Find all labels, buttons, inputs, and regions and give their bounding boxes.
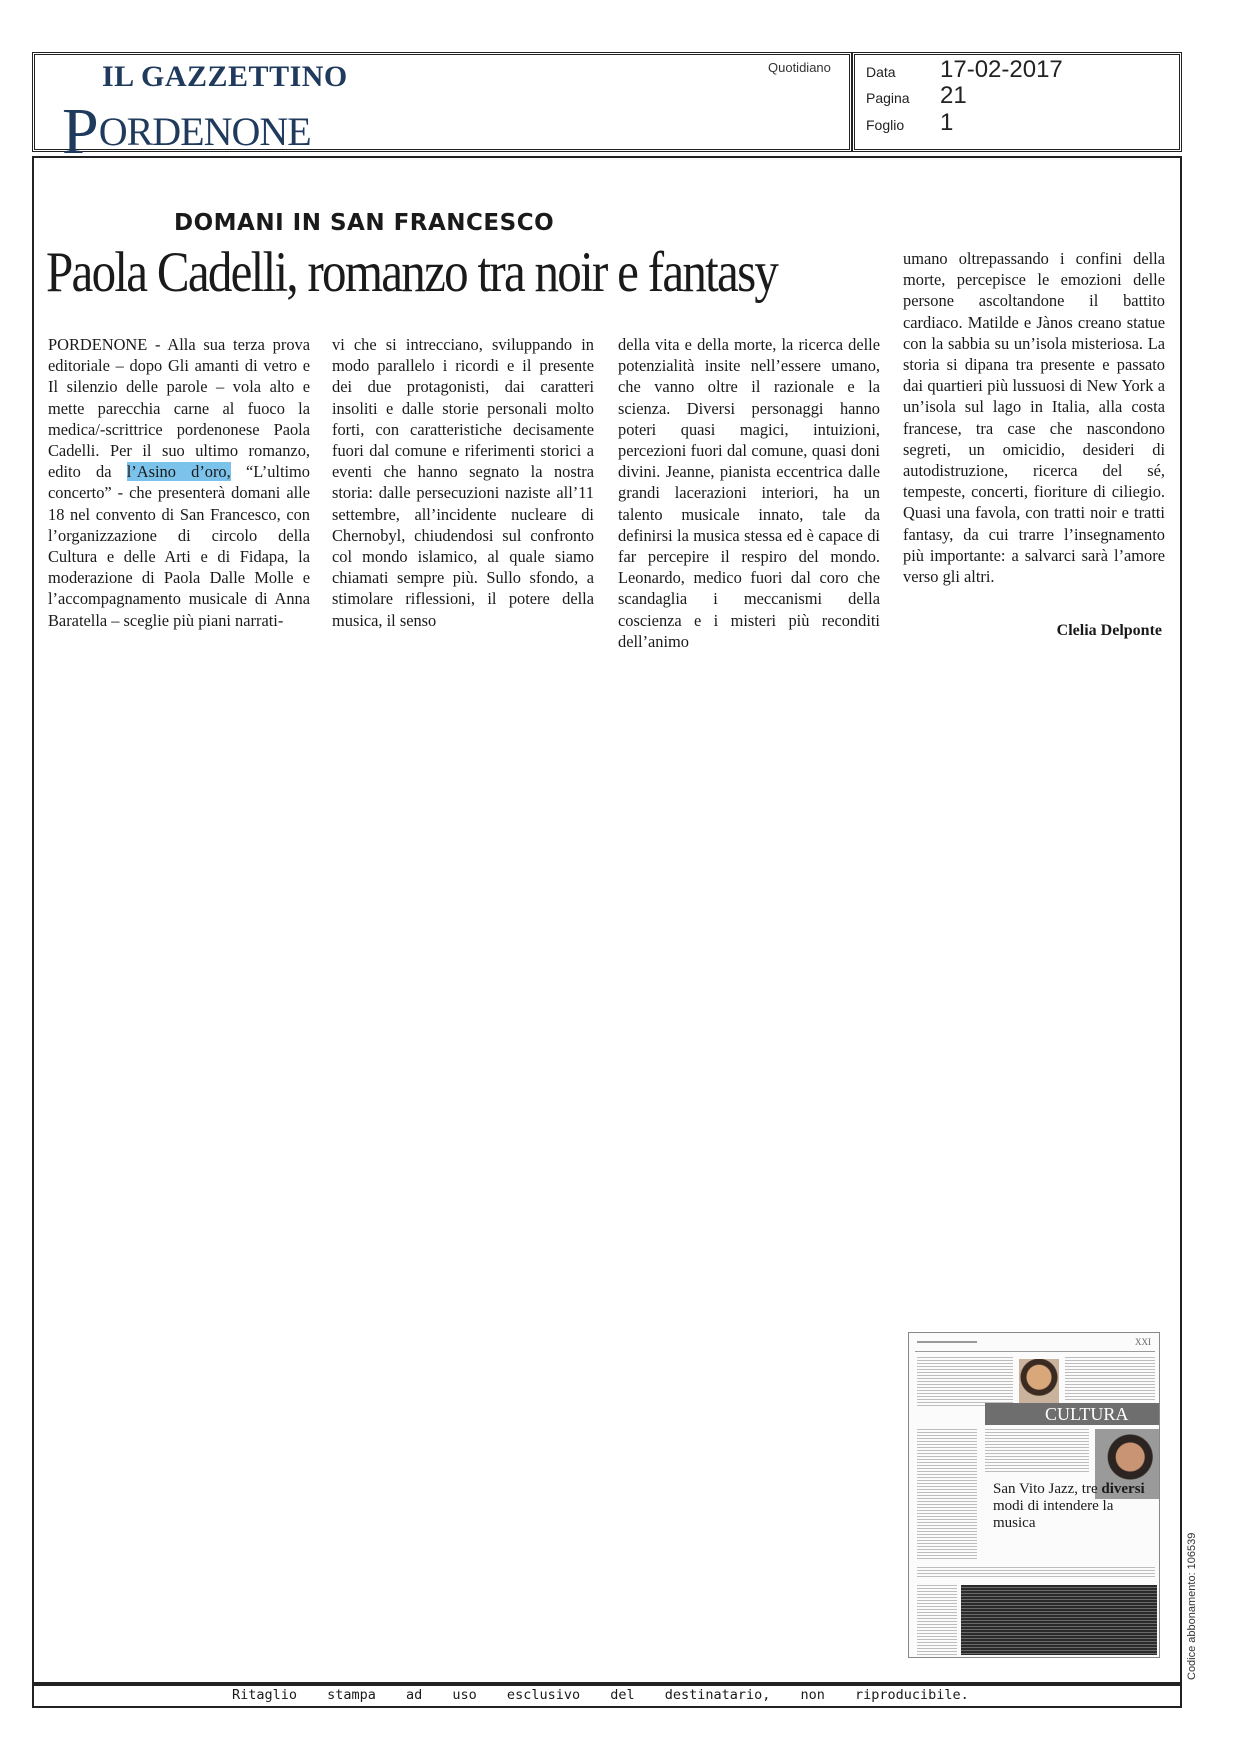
thumb-section-banner: CULTURA <box>985 1403 1160 1425</box>
thumb-page-number: XXI <box>1135 1337 1151 1347</box>
data-label: Data <box>866 64 896 80</box>
article-kicker: DOMANI IN SAN FRANCESCO <box>174 210 555 236</box>
highlighted-text[interactable]: l’Asino d’oro, <box>126 462 231 482</box>
masthead-initial: P <box>62 95 98 168</box>
article-column-2: vi che si intrecciano, sviluppando in modo parallelo i ricordi e il presente dei due protagonisti, dai caratteri insoliti e dalle storie personali molto forti, con caratteristiche decisamente fuori dal comune e riferimenti storici a eventi che hanno segnato la nostra storia: dalle persecuzioni naziste all’11 settembre, all’incidente nucleare di Chernobyl, chiudendosi sul confronto col mondo islamico, al quale siamo chiamati sempre più. Sullo sfondo, a stimolare riflessioni, il potere della musica, il senso <box>332 335 594 630</box>
thumb-text-block <box>1065 1357 1155 1401</box>
masthead-title-top: IL GAZZETTINO <box>102 60 348 93</box>
column-1-text-b: “L’ultimo concerto” - che presenterà domani alle 18 nel convento di San Francesco, con l’organizzazione di circolo della Cultura e delle Arti e di Fidapa, la moderazione di Paola Dalle Molle e l’accompagnamento musicale di Anna Baratella – sceglie più piani narrati- <box>48 462 311 630</box>
publication-type: Quotidiano <box>768 60 831 75</box>
article-column-1 <box>48 334 310 631</box>
thumb-headline-b: modi di intendere la musica <box>993 1498 1114 1531</box>
article-headline: Paola Cadelli, romanzo tra noir e fantasy <box>46 241 778 304</box>
pagina-label: Pagina <box>866 90 910 106</box>
thumb-article-dark <box>961 1585 1157 1655</box>
column-1-text-a: PORDENONE - Alla sua terza prova editoriale – dopo Gli amanti di vetro e Il silenzio delle parole – vola alto e mette parecchia carne al fuoco la medica/-scrittrice pordenonese Paola Cadelli. Per il suo ultimo romanzo, edito da <box>48 335 310 482</box>
page-thumbnail <box>908 1332 1160 1658</box>
article-column-3: della vita e della morte, la ricerca delle potenzialità insite nell’essere umano, che vanno oltre il razionale e la scienza. Diversi personaggi hanno poteri quasi magici, intuizioni, percezioni fuori dal comune, quasi doni divini. Jeanne, pianista eccentrica dalle grandi lacerazioni interiori, ha un talento musicale innato, tale da definirsi la musica stessa ed è capace di far percepire il respiro del mondo. Leonardo, medico fuori dal coro che scandaglia i meccanismi della coscienza e i misteri più reconditi dell’animo <box>618 335 880 651</box>
thumb-headline <box>993 1481 1159 1532</box>
foglio-label: Foglio <box>866 117 905 133</box>
pagina-value: 21 <box>940 82 967 109</box>
thumb-headline-a: San Vito Jazz, tre <box>993 1481 1102 1497</box>
masthead-title-bottom <box>62 86 311 168</box>
thumb-text-block <box>917 1429 977 1559</box>
article-signature: Clelia Delponte <box>1056 622 1162 639</box>
thumb-masthead-line <box>917 1341 977 1343</box>
data-value: 17-02-2017 <box>940 56 1063 83</box>
thumb-text-block <box>917 1585 957 1655</box>
subscription-code: Codice abbonamento: 106539 <box>1186 1532 1198 1680</box>
masthead-city: ORDENONE <box>98 109 311 154</box>
article-column-4: umano oltrepassando i confini della morte, percepisce le emozioni delle persone ascoltandone il battito cardiaco. Matilde e Jànos creano statue con la sabbia su un’isola misteriosa. La storia si dipana tra presente e passato dai quartieri più lussuosi di New York a un’isola sul lago in Italia, alla costa francese, tra case che nascondono segreti, un omicidio, desideri di autodistruzione, ricerca del sé, tempeste, concerti, fioriture di ciliegio. Quasi una favola, con tratti noir e tratti fantasy, da cui trarre l’insegnamento più importante: a salvarci sarà l’amore verso gli altri. <box>903 249 1165 587</box>
thumb-text-block <box>985 1429 1089 1473</box>
thumb-text-block <box>917 1357 1013 1407</box>
footer-notice: Ritaglio stampa ad uso esclusivo del destinatario, non riproducibile. <box>232 1687 969 1703</box>
thumb-text-block <box>917 1567 1155 1577</box>
foglio-value: 1 <box>940 109 954 136</box>
thumb-headline-bold: diversi <box>1101 1481 1145 1497</box>
thumb-rule <box>915 1351 1155 1352</box>
